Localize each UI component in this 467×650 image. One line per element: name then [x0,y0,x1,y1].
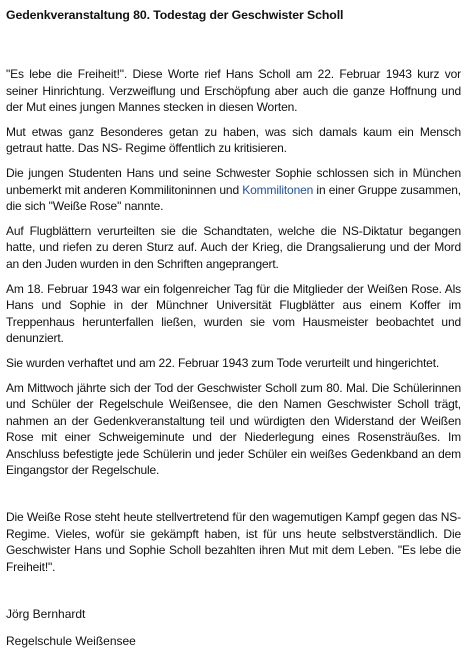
paragraph-white-rose-founding [6,165,461,215]
paragraph-leaflets: Auf Flugblättern verurteilten sie die Schandtaten, welche die NS-Diktatur begangen hatte, und riefen zu deren Sturz auf. Auch der Krieg, die Drangsalierung und der Mord an den Juden wurden in den Schriften angeprangert. [6,223,461,271]
paragraph-legacy: Die Weiße Rose steht heute stellvertretend für den wagemutigen Kampf gegen das NS- Regime. Vieles, wofür sie gekämpft haben, ist für uns heute selbstverständlich. Die Geschwister Hans und Sophie Scholl bezahlten ihren Mut mit dem Leben. "Es lebe die Freiheit!". [6,510,461,574]
highlighted-word: Kommilitonen [242,182,314,197]
paragraph-arrest-day: Am 18. Februar 1943 war ein folgenreicher Tag für die Mitglieder der Weißen Rose. Als Hans und Sophie in der Münchner Universität Flugblätter aus einem Koffer im Treppenhaus herunterfallen ließen, wurden sie vom Hausmeister beobachtet und denunziert. [6,281,461,346]
paragraph-text-after: in einer Gruppe zusammen, die sich "Weiße Rose" nannte. [6,182,461,214]
paragraph-quote-intro: "Es lebe die Freiheit!". Diese Worte rief Hans Scholl am 22. Februar 1943 kurz vor seiner Hinrichtung. Verzweiflung und Erschöpfung aber auch die ganze Hoffnung und der Mut eines jungen Mannes stecken in diesen Worten. [6,67,461,115]
paragraph-execution: Sie wurden verhaftet und am 22. Februar 1943 zum Tode verurteilt und hingerichtet. [6,355,440,370]
author-name: Jörg Bernhardt [6,607,86,622]
document-title: Gedenkveranstaltung 80. Todestag der Geschwister Scholl [6,8,344,22]
paragraph-commemoration: Am Mittwoch jährte sich der Tod der Geschwister Scholl zum 80. Mal. Die Schülerinnen und Schüler der Regelschule Weißensee, die den Namen Geschwister Scholl trägt, nahmen an der Gedenkveranstaltung teil und würdigten den Widerstand der Weißen Rose mit einer Schweigeminute und der Niederlegung eines Rosensträußes. Im Anschluss befestigte jede Schülerin und jeder Schüler ein weißes Gedenkband an dem Eingangstor der Regelschule. [6,380,461,478]
author-organization: Regelschule Weißensee [6,634,136,649]
paragraph-courage: Mut etwas ganz Besonderes getan zu haben, was sich damals kaum ein Mensch getraut hatte. Das NS- Regime öffentlich zu kritisieren. [6,124,461,156]
blank-line [6,487,461,509]
paragraph-text-before: Die jungen Studenten Hans und seine Schwester Sophie schlossen sich in München unbemerkt mit anderen Kommilitoninnen und [6,165,461,197]
blank-line [6,583,461,606]
